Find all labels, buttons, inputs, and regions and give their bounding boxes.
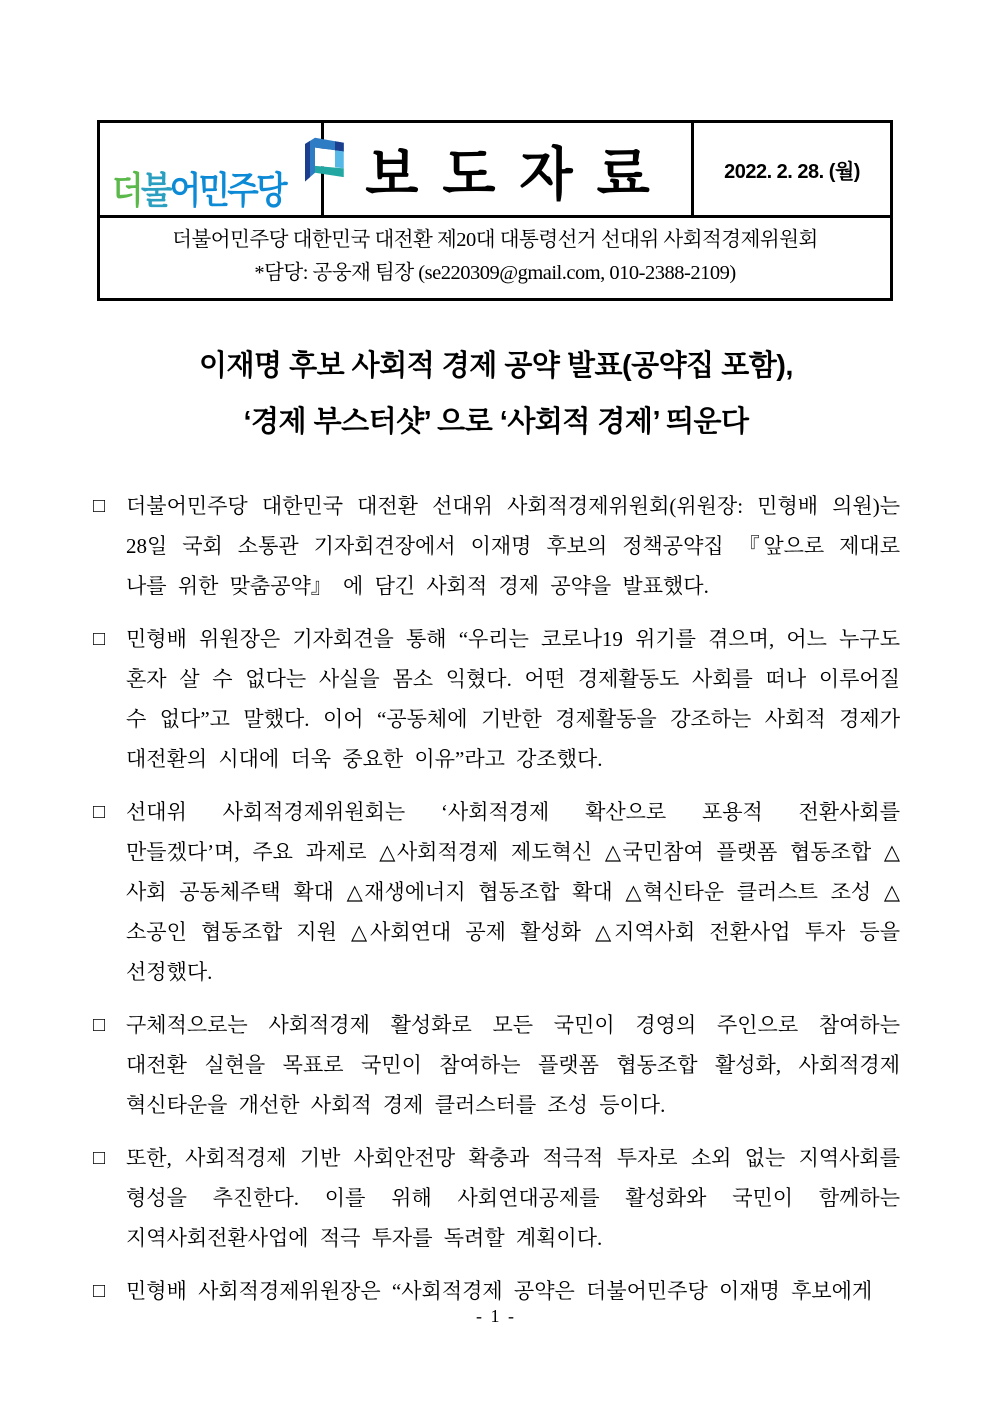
headline-line2: ‘경제 부스터샷’ 으로 ‘사회적 경제’ 띄운다 (243, 406, 749, 438)
paragraph-text: 더불어민주당 대한민국 대전환 선대위 사회적경제위원회(위원장: 민형배 의원)는 28일 국회 소통관 기자회견장에서 이재명 후보의 정책공약집 『앞으로 제대로 나를 위한 맞춤공약』 에 담긴 사회적 경제 공약을 발표했다. (126, 494, 900, 598)
doc-type-title: 보도자료 (365, 141, 674, 206)
party-name-wordmark (112, 172, 285, 209)
flag-window (315, 148, 335, 167)
paragraph-text: 민형배 위원장은 기자회견을 통해 “우리는 코로나19 위기를 겪으며, 어느 누구도 혼자 살 수 없다는 사실을 몸소 익혔다. 어떤 경제활동도 사회를 떠나 이루어질 수 없다”고 말했다. 이어 “공동체에 기반한 경제활동을 강조하는 사회적 경제가 대전환의 시대에 더욱 중요한 이유”라고 강조했다. (126, 627, 900, 771)
paragraph-1 (93, 486, 900, 606)
paragraph-text: 선대위 사회적경제위원회는 ‘사회적경제 확산으로 포용적 전환사회를 만들겠다’며, 주요 과제로 △사회적경제 제도혁신 △국민참여 플랫폼 협동조합 △사회 공동체주택 확대 △재생에너지 협동조합 확대 △혁신타운 클러스트 조성 △소공인 협동조합 지원 △사회연대 공제 활성화 △지역사회 전환사업 투자 등을 선정했다. (126, 800, 900, 984)
party-name-teal: 불 (140, 170, 170, 211)
paragraph-text: 민형배 사회적경제위원장은 “사회적경제 공약은 더불어민주당 이재명 후보에게 (126, 1279, 873, 1303)
square-bullet-icon: □ (93, 628, 106, 650)
party-name-blue: 어민주당 (169, 170, 285, 211)
paragraph-5 (93, 1138, 900, 1258)
square-bullet-icon: □ (93, 495, 106, 517)
paragraph-text: 구체적으로는 사회적경제 활성화로 모든 국민이 경영의 주인으로 참여하는 대전환 실현을 목표로 국민이 참여하는 플랫폼 협동조합 활성화, 사회적경제 혁신타운을 개선한 사회적 경제 클러스터를 조성 등이다. (126, 1013, 900, 1117)
paragraph-2 (93, 619, 900, 779)
date-cell (694, 123, 890, 215)
square-bullet-icon: □ (93, 1014, 106, 1036)
party-logo-cell (100, 123, 324, 215)
square-bullet-icon: □ (93, 1147, 106, 1169)
party-logo (112, 172, 308, 209)
headline (0, 338, 992, 450)
header-bottom-row (100, 215, 890, 298)
paragraph-3 (93, 792, 900, 992)
committee-line: 더불어민주당 대한민국 대전환 제20대 대통령선거 선대위 사회적경제위원회 (172, 229, 818, 251)
date-label: 2022. 2. 28. (월) (724, 160, 860, 183)
party-name-green: 더 (112, 170, 141, 211)
contact-line: *담당: 공웅재 팀장 (se220309@gmail.com, 010-2388-2109) (254, 262, 736, 284)
body-text (93, 486, 900, 1311)
headline-line1: 이재명 후보 사회적 경제 공약 발표(공약집 포함), (199, 350, 793, 382)
square-bullet-icon: □ (93, 801, 106, 823)
header-top-row (100, 123, 890, 215)
square-bullet-icon: □ (93, 1280, 106, 1302)
paragraph-text: 또한, 사회적경제 기반 사회안전망 확충과 적극적 투자로 소외 없는 지역사회를 형성을 추진한다. 이를 위해 사회연대공제를 활성화와 국민이 함께하는 지역사회전환사업에 적극 투자를 독려할 계획이다. (126, 1146, 900, 1250)
doc-type-cell (324, 123, 694, 215)
press-release-header (97, 120, 893, 301)
paragraph-4 (93, 1005, 900, 1125)
paragraph-6 (93, 1271, 900, 1311)
flag-left-dark-edge (305, 141, 310, 182)
page-number: - 1 - (476, 1306, 516, 1326)
